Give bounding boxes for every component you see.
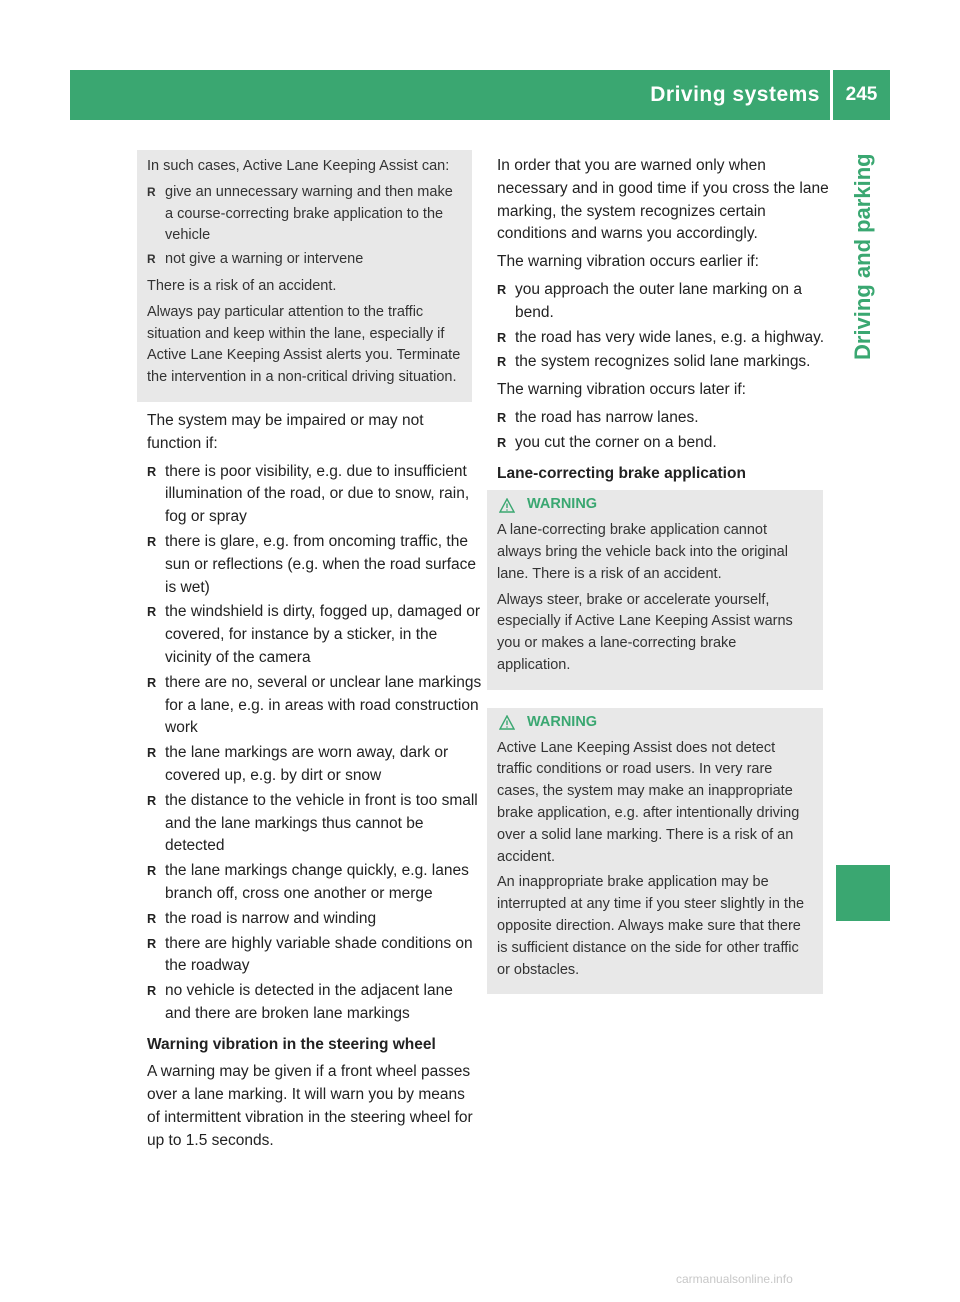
list-item: R you approach the outer lane marking on a bend. [497, 279, 832, 325]
warning-box [487, 490, 823, 689]
list-item: R give an unnecessary warning and then make a course-correcting brake application to the vehicle [147, 182, 462, 247]
caution-advice: Always pay particular attention to the traffic situation and keep within the lane, especially if Active Lane Keeping Assist alerts you. Terminate the intervention in a non-critical driving situation. [147, 303, 461, 386]
list-item: R there is glare, e.g. from oncoming traffic, the sun or reflections (e.g. when the road surface is wet) [147, 531, 482, 599]
right-column [497, 155, 832, 1012]
caution-risk: There is a risk of an accident. [147, 277, 337, 294]
earlier-list [497, 279, 832, 374]
list-item: R the lane markings change quickly, e.g. lanes branch off, cross one another or merge [147, 860, 482, 906]
list-item: R the system recognizes solid lane markings. [497, 351, 832, 374]
page-header [70, 70, 890, 120]
chapter-label: Driving and parking [850, 153, 875, 360]
list-item: R the road has very wide lanes, e.g. a highway. [497, 327, 832, 350]
earlier-intro: The warning vibration occurs earlier if: [497, 253, 759, 271]
warning-triangle-icon [499, 715, 515, 730]
caution-list [147, 182, 462, 271]
brake-heading: Lane-correcting brake application [497, 464, 746, 482]
list-item: R there is poor visibility, e.g. due to insufficient illumination of the road, or due to snow, rain, fog or spray [147, 461, 482, 529]
warning-text: An inappropriate brake application may be interrupted at any time if you steer slightly in the opposite direction. Always make sure that there is sufficient distance on the side for other traffic or obstacles. [497, 874, 805, 978]
list-item: R the distance to the vehicle in front is too small and the lane markings thus cannot be detected [147, 790, 482, 858]
later-list [497, 407, 832, 455]
list-item: R not give a warning or intervene [147, 249, 462, 271]
list-item: R there are no, several or unclear lane markings for a lane, e.g. in areas with road construction work [147, 672, 482, 740]
vibration-heading: Warning vibration in the steering wheel [147, 1035, 436, 1053]
list-item: R the road is narrow and winding [147, 908, 482, 931]
warning-text: Active Lane Keeping Assist does not detect traffic conditions or road users. In very rare cases, the system may make an inappropriate brake application, e.g. after intentionally driving over a solid lane marking. There is a risk of an accident. [497, 739, 800, 865]
warning-text: A lane-correcting brake application cannot always bring the vehicle back into the original lane. There is a risk of an accident. [497, 522, 788, 582]
warning-title: WARNING [497, 494, 813, 516]
later-intro: The warning vibration occurs later if: [497, 381, 746, 399]
header-bar [70, 70, 830, 120]
list-item: R the road has narrow lanes. [497, 407, 832, 430]
chapter-tab [836, 155, 890, 1195]
list-item: R you cut the corner on a bend. [497, 432, 832, 455]
watermark: carmanualsonline.info [676, 1272, 793, 1286]
vibration-para2: In order that you are warned only when necessary and in good time if you cross the lane marking, the system recognizes certain conditions and warns you accordingly. [497, 157, 829, 243]
left-column [147, 150, 482, 1158]
warning-title: WARNING [497, 712, 813, 734]
list-item: R the lane markings are worn away, dark or covered up, e.g. by dirt or snow [147, 742, 482, 788]
warning-box [487, 708, 823, 995]
warning-text: Always steer, brake or accelerate yourself, especially if Active Lane Keeping Assist warns you or makes a lane-correcting brake application. [497, 591, 793, 673]
section-title: Driving systems [650, 83, 820, 106]
list-item: R there are highly variable shade conditions on the roadway [147, 933, 482, 979]
chapter-marker [836, 865, 890, 921]
page-number: 245 [833, 70, 890, 120]
impaired-list [147, 461, 482, 1026]
list-item: R the windshield is dirty, fogged up, damaged or covered, for instance by a sticker, in the vicinity of the camera [147, 601, 482, 669]
warning-triangle-icon [499, 498, 515, 513]
caution-intro: In such cases, Active Lane Keeping Assist can: [147, 158, 450, 174]
list-item: R no vehicle is detected in the adjacent lane and there are broken lane markings [147, 980, 482, 1026]
impaired-intro: The system may be impaired or may not function if: [147, 411, 424, 452]
caution-box [137, 150, 472, 402]
vibration-para1: A warning may be given if a front wheel passes over a lane marking. It will warn you by means of intermittent vibration in the steering wheel for up to 1.5 seconds. [147, 1063, 473, 1149]
